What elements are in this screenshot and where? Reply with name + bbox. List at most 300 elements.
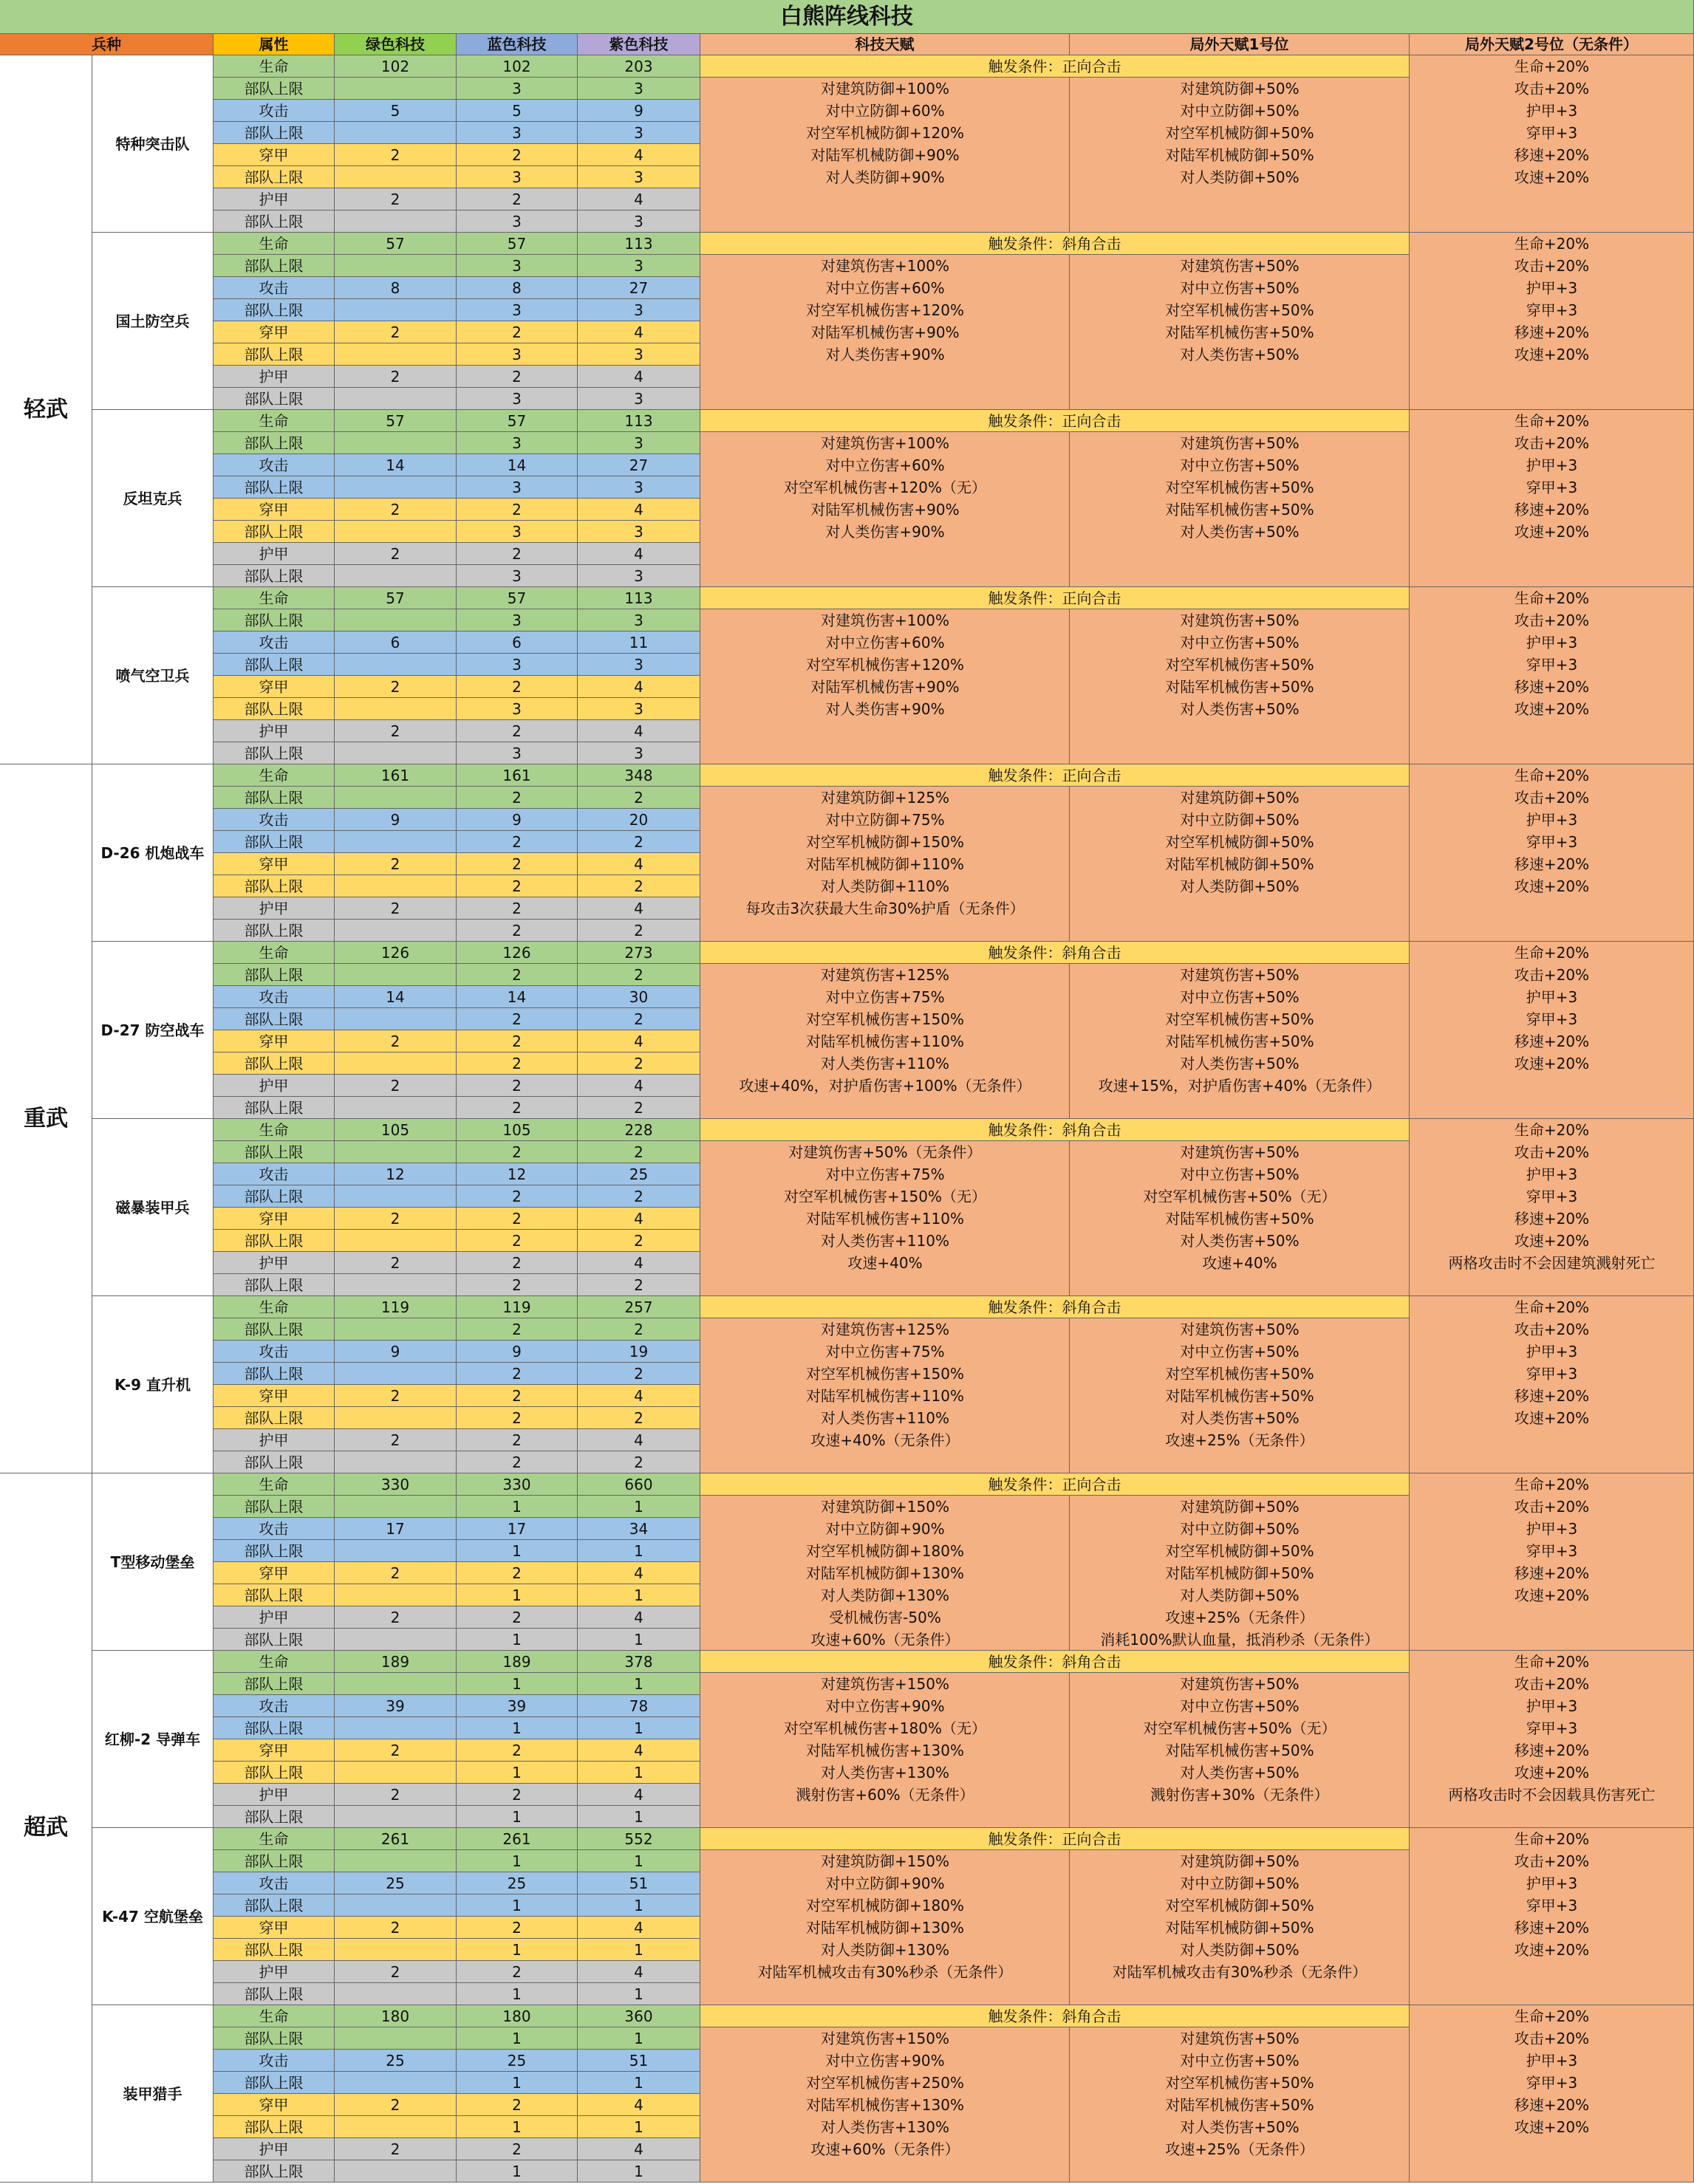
stat-green-value xyxy=(335,1451,457,1473)
stat-blue-value: 2 xyxy=(457,499,578,521)
ext2-line: 护甲+3 xyxy=(1526,279,1578,297)
ext2-line: 攻击+20% xyxy=(1514,434,1590,452)
stat-purple-value: 51 xyxy=(578,2050,700,2072)
ext1-line: 攻速+25%（无条件） xyxy=(1165,2140,1314,2158)
stat-blue-value: 3 xyxy=(457,210,578,233)
attr-label: 穿甲 xyxy=(214,1739,335,1762)
stat-green-value: 102 xyxy=(335,55,457,78)
ext2-line: 穿甲+3 xyxy=(1526,1542,1578,1560)
ext1-line: 对人类防御+50% xyxy=(1180,1941,1299,1959)
talent-line: 对空军机械伤害+120%（无） xyxy=(784,479,986,496)
stat-green-value: 2 xyxy=(335,676,457,698)
stat-purple-value: 4 xyxy=(578,1606,700,1629)
stat-green-value: 2 xyxy=(335,1208,457,1230)
stat-purple-value: 2 xyxy=(578,1008,700,1030)
stat-blue-value: 2 xyxy=(457,1230,578,1252)
stat-blue-value: 2 xyxy=(457,1961,578,1983)
stat-purple-value: 2 xyxy=(578,920,700,942)
ext2-line: 攻速+20% xyxy=(1514,523,1590,541)
attr-label: 部队上限 xyxy=(214,964,335,986)
stat-purple-value: 1 xyxy=(578,2072,700,2094)
stat-purple-value: 9 xyxy=(578,100,700,122)
ext1-line: 溅射伤害+30%（无条件） xyxy=(1150,1786,1329,1804)
ext2-line: 穿甲+3 xyxy=(1526,124,1578,142)
stat-green-value: 2 xyxy=(335,1961,457,1983)
stat-blue-value: 2 xyxy=(457,964,578,986)
trigger-condition: 触发条件：正向合击 xyxy=(700,55,1410,78)
stat-green-value: 105 xyxy=(335,1119,457,1141)
attr-label: 穿甲 xyxy=(214,1208,335,1230)
stat-blue-value: 1 xyxy=(457,1850,578,1872)
ext1-line: 对人类伤害+50% xyxy=(1180,1232,1299,1250)
stat-blue-value: 2 xyxy=(457,1252,578,1274)
attr-label: 部队上限 xyxy=(214,1806,335,1828)
stat-purple-value: 4 xyxy=(578,1739,700,1762)
stat-purple-value: 378 xyxy=(578,1651,700,1673)
talent-line: 对空军机械防御+150% xyxy=(806,833,964,851)
ext1-line: 对空军机械伤害+50% xyxy=(1165,656,1314,674)
stat-green-value xyxy=(335,432,457,454)
stat-blue-value: 25 xyxy=(457,2050,578,2072)
stat-purple-value: 3 xyxy=(578,210,700,233)
talent-line: 对空军机械防御+120% xyxy=(806,124,964,142)
stat-green-value xyxy=(335,78,457,100)
stat-green-value: 2 xyxy=(335,1606,457,1629)
talent-line: 对建筑防御+150% xyxy=(821,1852,949,1870)
stat-green-value: 161 xyxy=(335,764,457,787)
stat-blue-value: 2 xyxy=(457,1784,578,1806)
ext1-block xyxy=(1070,964,1410,1119)
stat-purple-value: 1 xyxy=(578,1850,700,1872)
talent-line: 对建筑伤害+100% xyxy=(821,434,949,452)
stat-green-value xyxy=(335,1318,457,1341)
stat-green-value: 39 xyxy=(335,1695,457,1717)
stat-purple-value: 660 xyxy=(578,1473,700,1496)
attr-label: 部队上限 xyxy=(214,210,335,233)
stat-green-value xyxy=(335,964,457,986)
stat-green-value: 2 xyxy=(335,1739,457,1762)
ext1-line: 对中立伤害+50% xyxy=(1180,456,1299,474)
attr-label: 攻击 xyxy=(214,986,335,1008)
stat-green-value xyxy=(335,831,457,853)
ext2-line: 穿甲+3 xyxy=(1526,1010,1578,1028)
ext1-line: 对陆军机械伤害+50% xyxy=(1165,324,1314,341)
stat-purple-value: 4 xyxy=(578,2138,700,2160)
talent-line: 对中立防御+75% xyxy=(825,811,945,829)
stat-green-value: 2 xyxy=(335,2138,457,2160)
stat-blue-value: 2 xyxy=(457,1429,578,1451)
attr-label: 部队上限 xyxy=(214,565,335,587)
ext1-line: 攻速+25%（无条件） xyxy=(1165,1609,1314,1626)
stat-purple-value: 3 xyxy=(578,78,700,100)
stat-green-value xyxy=(335,521,457,543)
stat-green-value: 2 xyxy=(335,1562,457,1584)
ext2-line: 穿甲+3 xyxy=(1526,833,1578,851)
attr-label: 部队上限 xyxy=(214,920,335,942)
ext2-line: 攻速+20% xyxy=(1514,700,1590,718)
unit-name: 喷气空卫兵 xyxy=(92,587,214,764)
stat-blue-value: 2 xyxy=(457,1185,578,1208)
stat-purple-value: 11 xyxy=(578,631,700,654)
talent-line: 对人类伤害+110% xyxy=(821,1232,949,1250)
attr-label: 护甲 xyxy=(214,543,335,565)
ext2-line: 生命+20% xyxy=(1514,1298,1590,1316)
stat-green-value: 2 xyxy=(335,188,457,210)
talent-line: 对空军机械防御+180% xyxy=(806,1897,964,1914)
attr-label: 护甲 xyxy=(214,720,335,742)
stat-purple-value: 34 xyxy=(578,1518,700,1540)
stat-blue-value: 39 xyxy=(457,1695,578,1717)
ext2-line: 护甲+3 xyxy=(1526,1875,1578,1892)
attr-label: 部队上限 xyxy=(214,1230,335,1252)
attr-label: 穿甲 xyxy=(214,144,335,166)
attr-label: 护甲 xyxy=(214,1429,335,1451)
stat-blue-value: 126 xyxy=(457,942,578,964)
attr-label: 护甲 xyxy=(214,1961,335,1983)
talent-line: 溅射伤害+60%（无条件） xyxy=(796,1786,974,1804)
attr-label: 穿甲 xyxy=(214,1030,335,1052)
ext2-line: 生命+20% xyxy=(1514,767,1590,784)
stat-blue-value: 2 xyxy=(457,720,578,742)
stat-blue-value: 14 xyxy=(457,454,578,476)
stat-blue-value: 2 xyxy=(457,1008,578,1030)
attr-label: 部队上限 xyxy=(214,1097,335,1119)
stat-purple-value: 4 xyxy=(578,1562,700,1584)
stat-blue-value: 3 xyxy=(457,698,578,720)
attr-label: 部队上限 xyxy=(214,1850,335,1872)
ext1-block xyxy=(1070,609,1410,764)
trigger-condition: 触发条件：正向合击 xyxy=(700,764,1410,787)
ext1-line: 对中立伤害+50% xyxy=(1180,1343,1299,1360)
talent-line: 对建筑防御+150% xyxy=(821,1498,949,1516)
ext2-line: 攻击+20% xyxy=(1514,966,1590,984)
stat-green-value xyxy=(335,787,457,809)
talent-line: 对建筑防御+125% xyxy=(821,789,949,807)
unit-name: T型移动堡垒 xyxy=(92,1473,214,1651)
attr-label: 部队上限 xyxy=(214,388,335,410)
stat-blue-value: 2 xyxy=(457,853,578,875)
ext1-block xyxy=(1070,1318,1410,1473)
talent-line: 受机械伤害-50% xyxy=(829,1609,941,1626)
talent-line: 对人类伤害+130% xyxy=(821,2118,949,2136)
stat-purple-value: 1 xyxy=(578,1496,700,1518)
talent-line: 对建筑伤害+100% xyxy=(821,257,949,275)
stat-green-value: 5 xyxy=(335,100,457,122)
ext1-line: 对空军机械伤害+50% xyxy=(1165,2074,1314,2092)
stat-green-value: 2 xyxy=(335,1429,457,1451)
stat-purple-value: 2 xyxy=(578,964,700,986)
talent-line: 对陆军机械伤害+110% xyxy=(806,1033,964,1050)
ext1-line: 对陆军机械伤害+50% xyxy=(1165,501,1314,518)
attr-label: 穿甲 xyxy=(214,1385,335,1407)
attr-label: 护甲 xyxy=(214,897,335,920)
stat-blue-value: 8 xyxy=(457,277,578,299)
stat-green-value: 57 xyxy=(335,410,457,432)
ext2-line: 穿甲+3 xyxy=(1526,301,1578,319)
stat-green-value xyxy=(335,299,457,321)
stat-green-value xyxy=(335,1850,457,1872)
stat-blue-value: 2 xyxy=(457,1097,578,1119)
talent-line: 对陆军机械防御+130% xyxy=(806,1919,964,1937)
talent-block xyxy=(700,1673,1070,1828)
stat-blue-value: 161 xyxy=(457,764,578,787)
ext2-line: 护甲+3 xyxy=(1526,988,1578,1006)
attr-label: 部队上限 xyxy=(214,1141,335,1163)
stat-purple-value: 3 xyxy=(578,476,700,499)
stat-purple-value: 4 xyxy=(578,1917,700,1939)
stat-blue-value: 9 xyxy=(457,1341,578,1363)
attr-label: 护甲 xyxy=(214,1252,335,1274)
ext2-line: 移速+20% xyxy=(1514,1210,1590,1228)
ext2-block xyxy=(1410,410,1694,587)
header-ext1: 局外天赋1号位 xyxy=(1070,34,1410,55)
stat-purple-value: 4 xyxy=(578,1784,700,1806)
talent-line: 攻速+40% xyxy=(847,1254,923,1272)
talent-line: 对中立伤害+60% xyxy=(825,634,945,651)
stat-green-value xyxy=(335,1097,457,1119)
ext1-line: 对人类防御+50% xyxy=(1180,877,1299,895)
stat-blue-value: 2 xyxy=(457,1318,578,1341)
stat-purple-value: 2 xyxy=(578,1097,700,1119)
stat-green-value xyxy=(335,565,457,587)
ext1-line: 对建筑伤害+50% xyxy=(1180,966,1299,984)
attr-label: 护甲 xyxy=(214,188,335,210)
ext1-line: 对陆军机械伤害+50% xyxy=(1165,1033,1314,1050)
ext1-line: 对陆军机械伤害+50% xyxy=(1165,1210,1314,1228)
trigger-condition: 触发条件：正向合击 xyxy=(700,410,1410,432)
stat-green-value xyxy=(335,1008,457,1030)
attr-label: 部队上限 xyxy=(214,1451,335,1473)
stat-blue-value: 2 xyxy=(457,1052,578,1075)
ext1-line: 对中立防御+50% xyxy=(1180,1875,1299,1892)
talent-line: 对中立伤害+90% xyxy=(825,1697,945,1715)
trigger-condition: 触发条件：斜角合击 xyxy=(700,942,1410,964)
ext1-block xyxy=(1070,1496,1410,1651)
ext2-line: 攻击+20% xyxy=(1514,2030,1590,2047)
stat-green-value xyxy=(335,2072,457,2094)
stat-purple-value: 2 xyxy=(578,1230,700,1252)
stat-purple-value: 2 xyxy=(578,1052,700,1075)
ext1-line: 对陆军机械防御+50% xyxy=(1165,146,1314,164)
ext2-line: 生命+20% xyxy=(1514,1121,1590,1139)
stat-blue-value: 330 xyxy=(457,1473,578,1496)
stat-green-value xyxy=(335,388,457,410)
stat-purple-value: 3 xyxy=(578,565,700,587)
ext2-block xyxy=(1410,1119,1694,1296)
attr-label: 部队上限 xyxy=(214,476,335,499)
attr-label: 部队上限 xyxy=(214,2027,335,2050)
ext1-line: 对建筑防御+50% xyxy=(1180,1498,1299,1516)
ext1-line: 对陆军机械伤害+50% xyxy=(1165,1742,1314,1759)
talent-line: 对中立伤害+90% xyxy=(825,2052,945,2070)
talent-line: 对空军机械伤害+120% xyxy=(806,656,964,674)
sheet-title: 白熊阵线科技 xyxy=(0,0,1694,34)
attr-label: 部队上限 xyxy=(214,2160,335,2183)
talent-block xyxy=(700,964,1070,1119)
trigger-condition: 触发条件：斜角合击 xyxy=(700,1119,1410,1141)
stat-green-value xyxy=(335,609,457,631)
ext1-line: 对人类伤害+50% xyxy=(1180,1409,1299,1427)
ext2-line: 移速+20% xyxy=(1514,146,1590,164)
attr-label: 部队上限 xyxy=(214,1983,335,2005)
ext2-line: 护甲+3 xyxy=(1526,634,1578,651)
stat-green-value: 2 xyxy=(335,144,457,166)
ext2-line: 生命+20% xyxy=(1514,412,1590,430)
stat-blue-value: 14 xyxy=(457,986,578,1008)
talent-block xyxy=(700,78,1070,233)
talent-line: 对空军机械防御+180% xyxy=(806,1542,964,1560)
ext2-line: 移速+20% xyxy=(1514,501,1590,518)
stat-green-value xyxy=(335,1762,457,1784)
attr-label: 生命 xyxy=(214,764,335,787)
header-talent: 科技天赋 xyxy=(700,34,1070,55)
stat-purple-value: 1 xyxy=(578,2027,700,2050)
ext2-line: 护甲+3 xyxy=(1526,1165,1578,1183)
unit-name: 特种突击队 xyxy=(92,55,214,233)
stat-blue-value: 2 xyxy=(457,1917,578,1939)
stat-purple-value: 2 xyxy=(578,831,700,853)
attr-label: 护甲 xyxy=(214,1075,335,1097)
trigger-condition: 触发条件：斜角合击 xyxy=(700,233,1410,255)
ext2-block xyxy=(1410,942,1694,1119)
stat-blue-value: 3 xyxy=(457,299,578,321)
stat-green-value: 2 xyxy=(335,543,457,565)
stat-green-value xyxy=(335,1806,457,1828)
stat-blue-value: 3 xyxy=(457,565,578,587)
talent-line: 对人类伤害+90% xyxy=(825,346,945,363)
stat-blue-value: 2 xyxy=(457,1363,578,1385)
attr-label: 攻击 xyxy=(214,631,335,654)
stat-purple-value: 4 xyxy=(578,1429,700,1451)
stat-blue-value: 1 xyxy=(457,1762,578,1784)
stat-green-value xyxy=(335,698,457,720)
attr-label: 部队上限 xyxy=(214,831,335,853)
ext1-line: 对中立伤害+50% xyxy=(1180,1165,1299,1183)
stat-green-value xyxy=(335,210,457,233)
stat-blue-value: 2 xyxy=(457,1141,578,1163)
stat-blue-value: 2 xyxy=(457,1739,578,1762)
stat-blue-value: 9 xyxy=(457,809,578,831)
stat-blue-value: 2 xyxy=(457,787,578,809)
talent-line: 对陆军机械防御+110% xyxy=(806,855,964,873)
ext1-block xyxy=(1070,255,1410,410)
ext1-line: 对陆军机械防御+50% xyxy=(1165,1564,1314,1582)
stat-purple-value: 1 xyxy=(578,1629,700,1651)
header-blue: 蓝色科技 xyxy=(457,34,578,55)
stat-blue-value: 2 xyxy=(457,1075,578,1097)
attr-label: 部队上限 xyxy=(214,255,335,277)
ext2-line: 护甲+3 xyxy=(1526,102,1578,120)
attr-label: 部队上限 xyxy=(214,432,335,454)
stat-blue-value: 2 xyxy=(457,831,578,853)
header-green: 绿色科技 xyxy=(335,34,457,55)
ext1-block xyxy=(1070,2027,1410,2183)
attr-label: 穿甲 xyxy=(214,321,335,343)
ext2-line: 穿甲+3 xyxy=(1526,656,1578,674)
stat-purple-value: 1 xyxy=(578,1717,700,1739)
group-label: 轻武 xyxy=(0,55,92,764)
stat-purple-value: 257 xyxy=(578,1296,700,1318)
ext1-line: 对人类伤害+50% xyxy=(1180,346,1299,363)
stat-purple-value: 3 xyxy=(578,654,700,676)
ext1-line: 攻速+25%（无条件） xyxy=(1165,1431,1314,1449)
stat-purple-value: 27 xyxy=(578,454,700,476)
talent-line: 对人类防御+90% xyxy=(825,168,945,186)
stat-blue-value: 261 xyxy=(457,1828,578,1850)
attr-label: 部队上限 xyxy=(214,1939,335,1961)
ext2-line: 护甲+3 xyxy=(1526,2052,1578,2070)
talent-line: 对建筑伤害+125% xyxy=(821,1321,949,1338)
ext2-line: 护甲+3 xyxy=(1526,456,1578,474)
talent-line: 对建筑伤害+125% xyxy=(821,966,949,984)
stat-purple-value: 4 xyxy=(578,144,700,166)
stat-blue-value: 3 xyxy=(457,476,578,499)
ext2-line: 攻速+20% xyxy=(1514,1232,1590,1250)
ext1-line: 消耗100%默认血量，抵消秒杀（无条件） xyxy=(1100,1631,1379,1649)
ext2-line: 生命+20% xyxy=(1514,1653,1590,1671)
trigger-condition: 触发条件：斜角合击 xyxy=(700,2005,1410,2027)
stat-purple-value: 19 xyxy=(578,1341,700,1363)
stat-blue-value: 2 xyxy=(457,1606,578,1629)
stat-blue-value: 3 xyxy=(457,432,578,454)
ext2-line: 移速+20% xyxy=(1514,2096,1590,2114)
stat-blue-value: 180 xyxy=(457,2005,578,2027)
ext2-line: 生命+20% xyxy=(1514,1830,1590,1848)
stat-purple-value: 1 xyxy=(578,2160,700,2183)
stat-green-value: 25 xyxy=(335,1872,457,1894)
stat-purple-value: 4 xyxy=(578,897,700,920)
stat-purple-value: 2 xyxy=(578,875,700,897)
attr-label: 攻击 xyxy=(214,1695,335,1717)
attr-label: 部队上限 xyxy=(214,787,335,809)
ext1-line: 对陆军机械防御+50% xyxy=(1165,1919,1314,1937)
ext1-line: 对人类伤害+50% xyxy=(1180,1055,1299,1072)
ext2-line: 两格攻击时不会因载具伤害死亡 xyxy=(1448,1786,1656,1804)
ext2-line: 移速+20% xyxy=(1514,1919,1590,1937)
attr-label: 护甲 xyxy=(214,1784,335,1806)
attr-label: 护甲 xyxy=(214,366,335,388)
stat-purple-value: 2 xyxy=(578,1274,700,1296)
talent-block xyxy=(700,1318,1070,1473)
talent-line: 对陆军机械伤害+90% xyxy=(810,324,960,341)
ext1-line: 对人类防御+50% xyxy=(1180,1586,1299,1604)
stat-purple-value: 2 xyxy=(578,1363,700,1385)
stat-blue-value: 2 xyxy=(457,144,578,166)
stat-blue-value: 57 xyxy=(457,233,578,255)
ext2-line: 生命+20% xyxy=(1514,235,1590,253)
stat-blue-value: 3 xyxy=(457,388,578,410)
attr-label: 部队上限 xyxy=(214,521,335,543)
attr-label: 部队上限 xyxy=(214,2072,335,2094)
stat-purple-value: 51 xyxy=(578,1872,700,1894)
ext1-line: 攻速+15%，对护盾伤害+40%（无条件） xyxy=(1098,1077,1382,1095)
unit-name: 国土防空兵 xyxy=(92,233,214,410)
stat-green-value: 2 xyxy=(335,321,457,343)
stat-purple-value: 203 xyxy=(578,55,700,78)
attr-label: 部队上限 xyxy=(214,1274,335,1296)
ext2-line: 攻击+20% xyxy=(1514,789,1590,807)
ext1-block xyxy=(1070,78,1410,233)
stat-green-value xyxy=(335,875,457,897)
ext1-line: 攻速+40% xyxy=(1202,1254,1277,1272)
attr-label: 部队上限 xyxy=(214,1629,335,1651)
stat-green-value: 2 xyxy=(335,1252,457,1274)
ext1-line: 对人类伤害+50% xyxy=(1180,700,1299,718)
stat-blue-value: 1 xyxy=(457,1673,578,1695)
ext1-line: 对空军机械伤害+50%（无） xyxy=(1143,1719,1336,1737)
stat-purple-value: 78 xyxy=(578,1695,700,1717)
attr-label: 攻击 xyxy=(214,277,335,299)
